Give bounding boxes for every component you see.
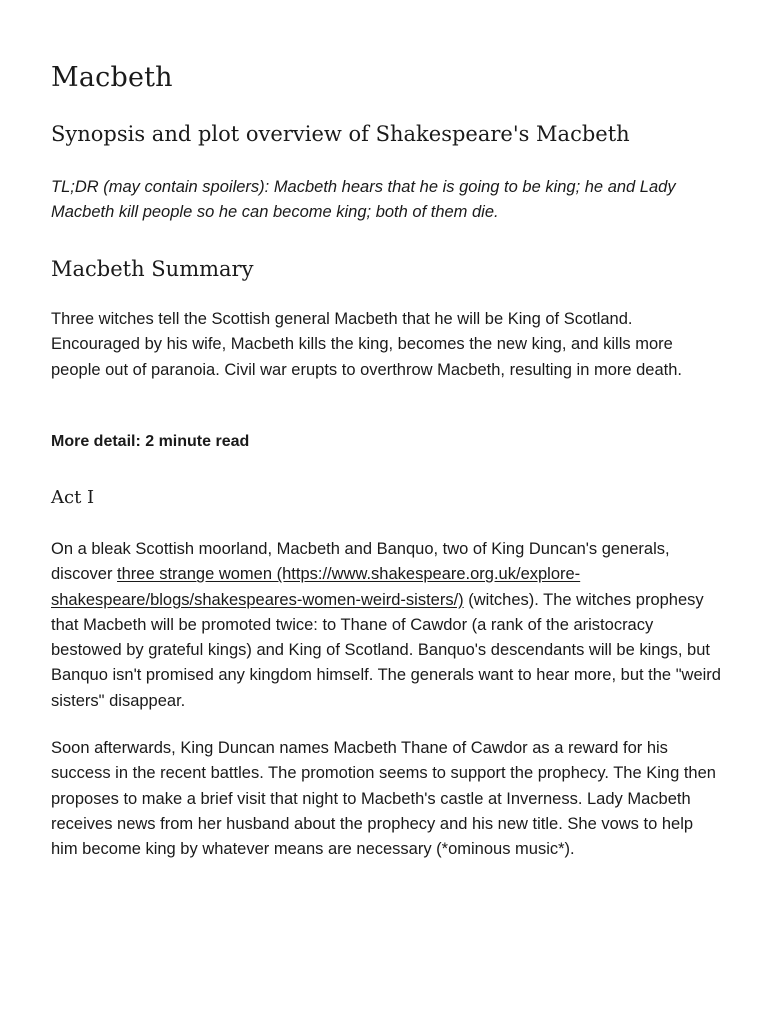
paragraph-text: (witches). The witches prophesy that Macbeth will be promoted twice: to Thane of Cawdor (a rank of the aristocracy bestowed by grateful kings) and King of Scotland. Banquo's descendants will be kings, but Banquo isn't promised any kingdom himself. The generals want to hear more, but the "weird sisters" disappear. <box>51 590 721 710</box>
paragraph-text: On a bleak Scottish moorland, Macbeth and Banquo, two of King Duncan's generals, discover <box>51 540 670 584</box>
more-detail-label: More detail: 2 minute read <box>51 433 250 450</box>
page-title: Macbeth <box>51 62 173 93</box>
tldr-summary: TL;DR (may contain spoilers): Macbeth hears that he is going to be king; he and Lady Macbeth kill people so he can become king; both of them die. <box>51 178 676 221</box>
page-subtitle: Synopsis and plot overview of Shakespeare's Macbeth <box>51 122 630 146</box>
act-one-heading: Act I <box>51 487 95 508</box>
act-one-paragraph-2: Soon afterwards, King Duncan names Macbeth Thane of Cawdor as a reward for his success in the recent battles. The promotion seems to support the prophecy. The King then proposes to make a brief visit that night to Macbeth's castle at Inverness. Lady Macbeth receives news from her husband about the prophecy and his new title. She vows to help him become king by whatever means are necessary (*ominous music*). <box>51 739 716 859</box>
summary-heading: Macbeth Summary <box>51 257 254 281</box>
act-one-paragraph-1 <box>51 537 723 714</box>
weird-sisters-link[interactable]: three strange women (https://www.shakespeare.org.uk/explore-shakespeare/blogs/shakespeares-women-weird-sisters/) <box>51 565 581 609</box>
summary-paragraph: Three witches tell the Scottish general Macbeth that he will be King of Scotland. Encouraged by his wife, Macbeth kills the king, becomes the new king, and kills more people out of paranoia. Civil war erupts to overthrow Macbeth, resulting in more death. <box>51 310 683 379</box>
